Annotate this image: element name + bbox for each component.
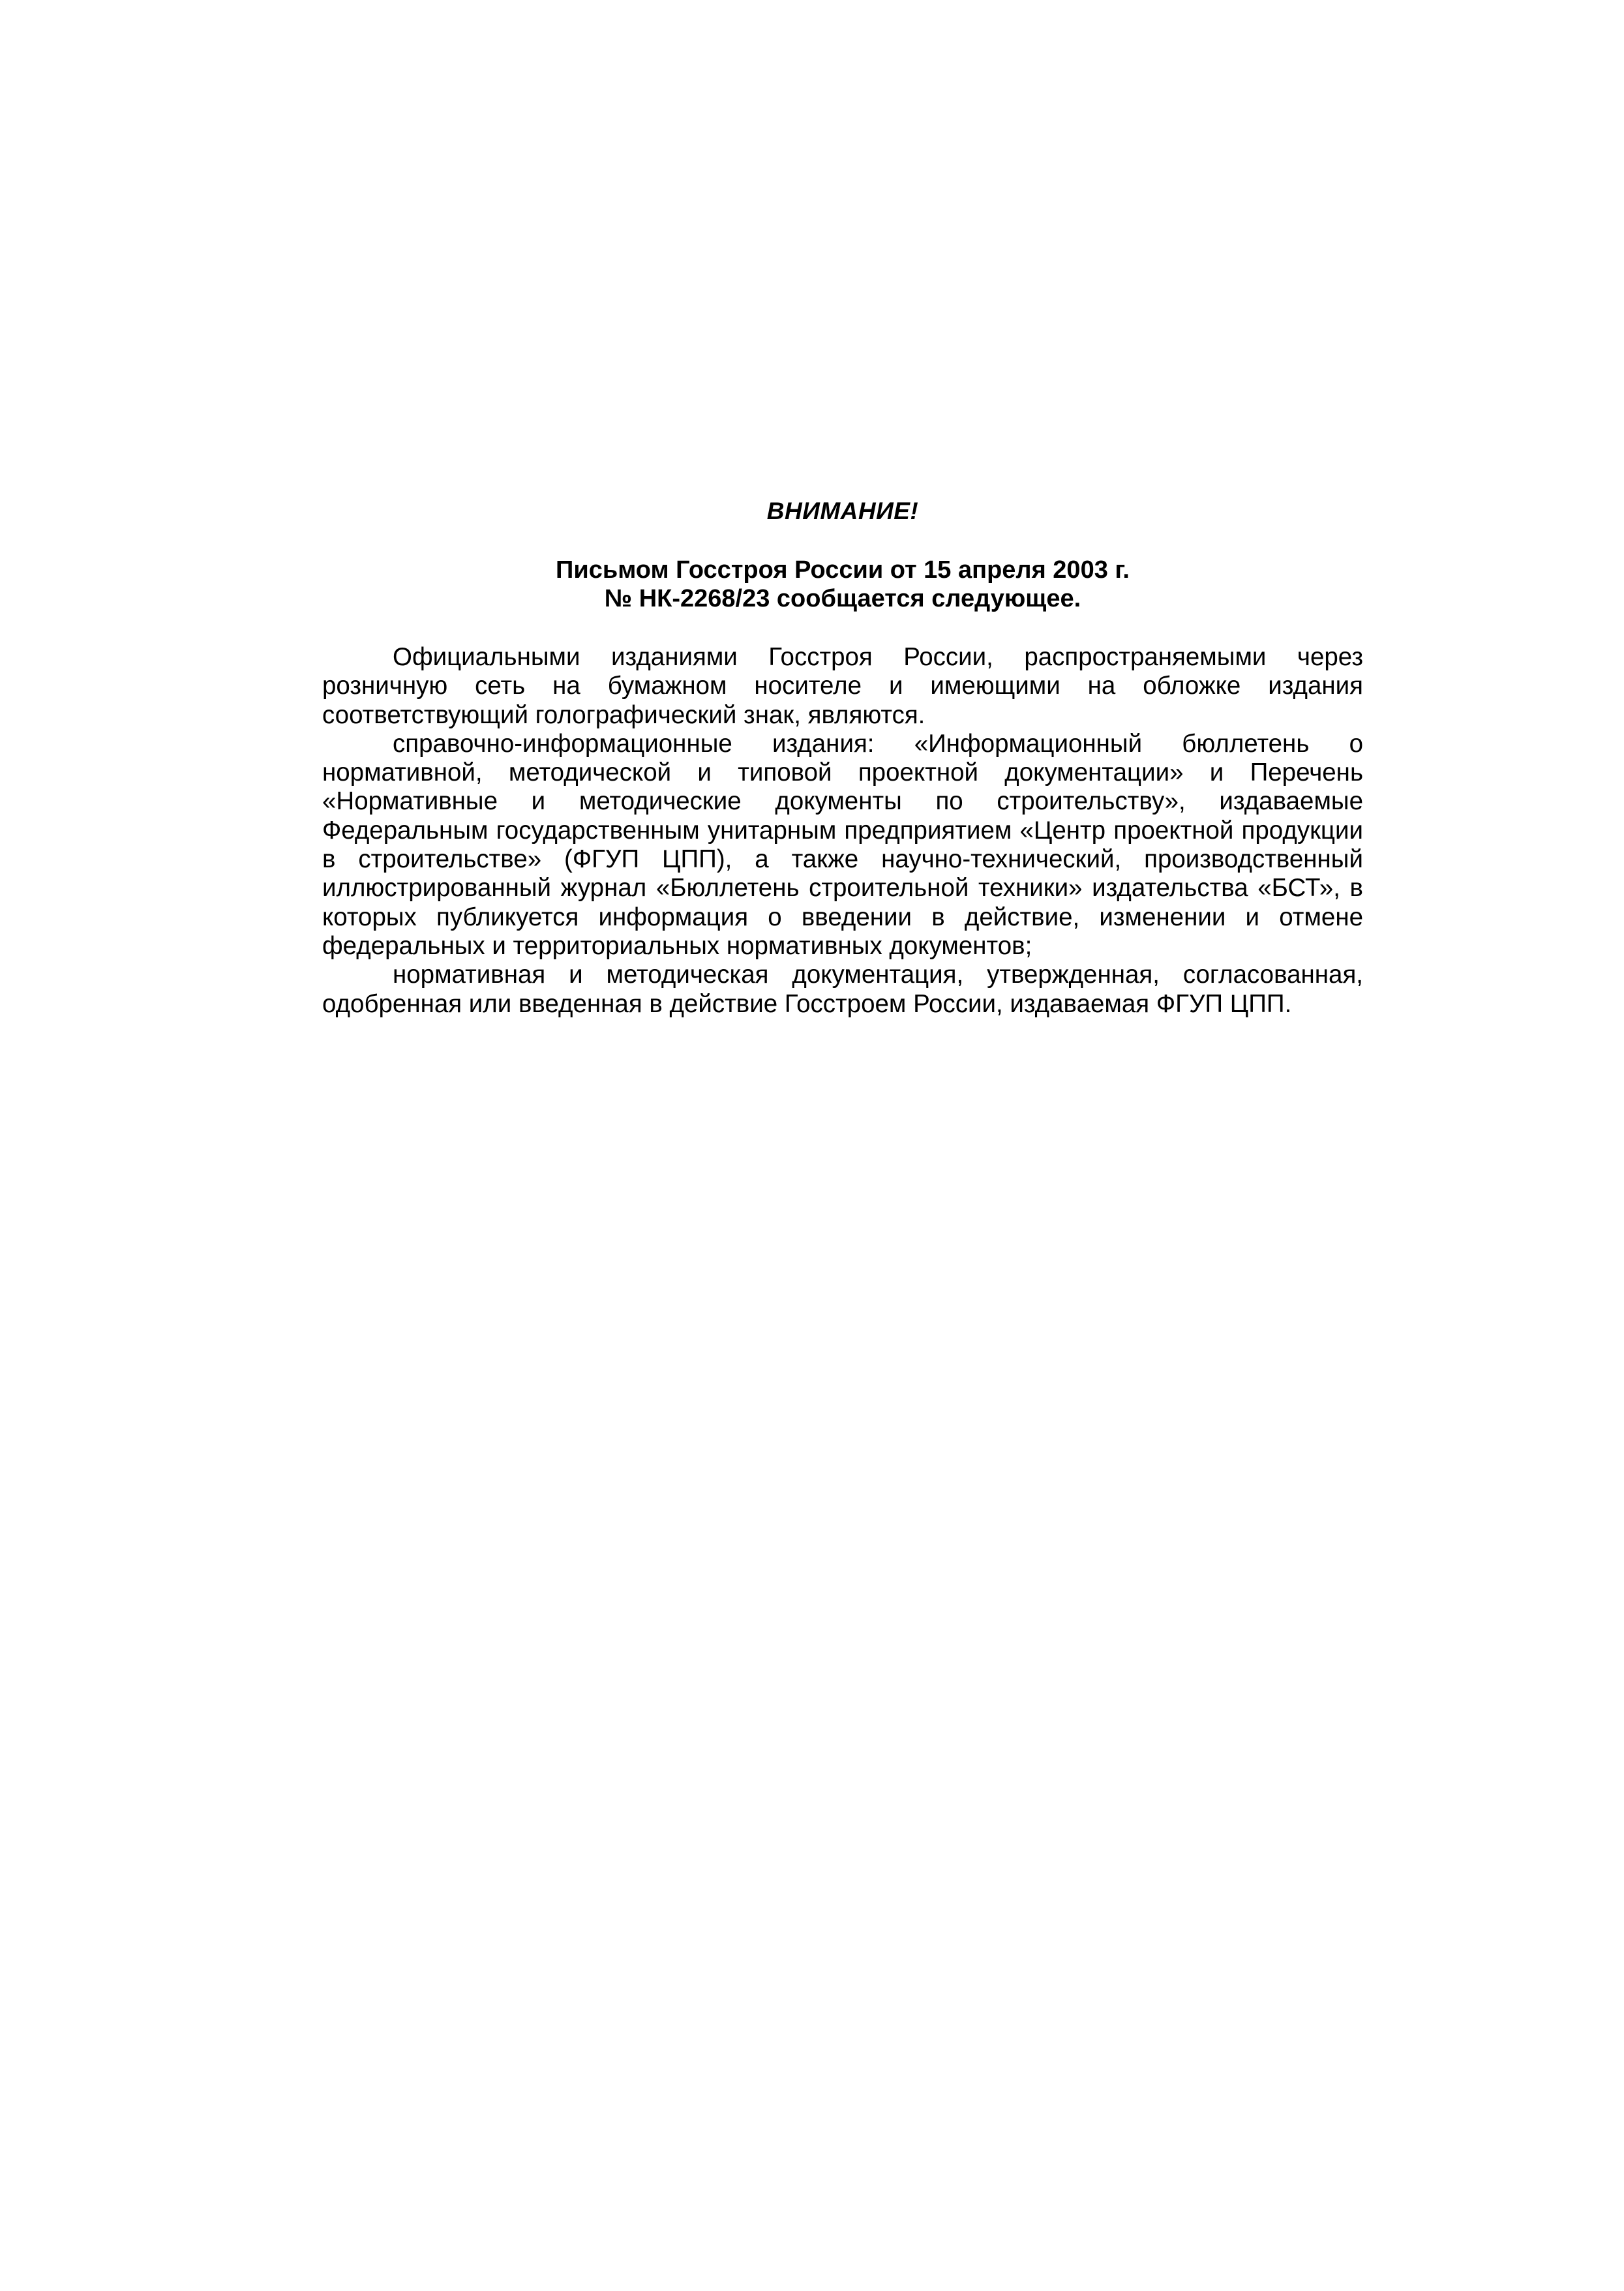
paragraph-official-editions: Официальными изданиями Госстроя России, распространяемыми через розничную сеть на бумажном носителе и имеющими на обложке издания соответствующий голографический знак, являются.: [322, 643, 1363, 729]
notice-heading: ВНИМАНИЕ!: [766, 498, 919, 524]
paragraph-reference-editions: справочно-информационные издания: «Информационный бюллетень о нормативной, методической и типовой проектной документации» и Перечень «Нормативные и методические документы по строительству», издаваемые Федеральным государственным унитарным предприятием «Центр проектной продукции в строительстве» (ФГУП ЦПП), а также научно-технический, производственный иллюстрированный журнал «Бюллетень строительной техники» издательства «БСТ», в которых публикуется информация о введении в действие, изменении и отмене федеральных и территориальных нормативных документов;: [322, 729, 1363, 960]
notice-subheading: [322, 556, 1363, 613]
subheading-line-2: № НК-2268/23 сообщается следующее.: [604, 585, 1081, 612]
subheading-line-1: Письмом Госстроя России от 15 апреля 2003 г.: [556, 556, 1130, 584]
notice-body: [322, 643, 1363, 1019]
notice-block: [322, 497, 1363, 1019]
paragraph-normative-documentation: нормативная и методическая документация, утвержденная, согласованная, одобренная или введенная в действие Госстроем России, издаваемая ФГУП ЦПП.: [322, 961, 1363, 1018]
